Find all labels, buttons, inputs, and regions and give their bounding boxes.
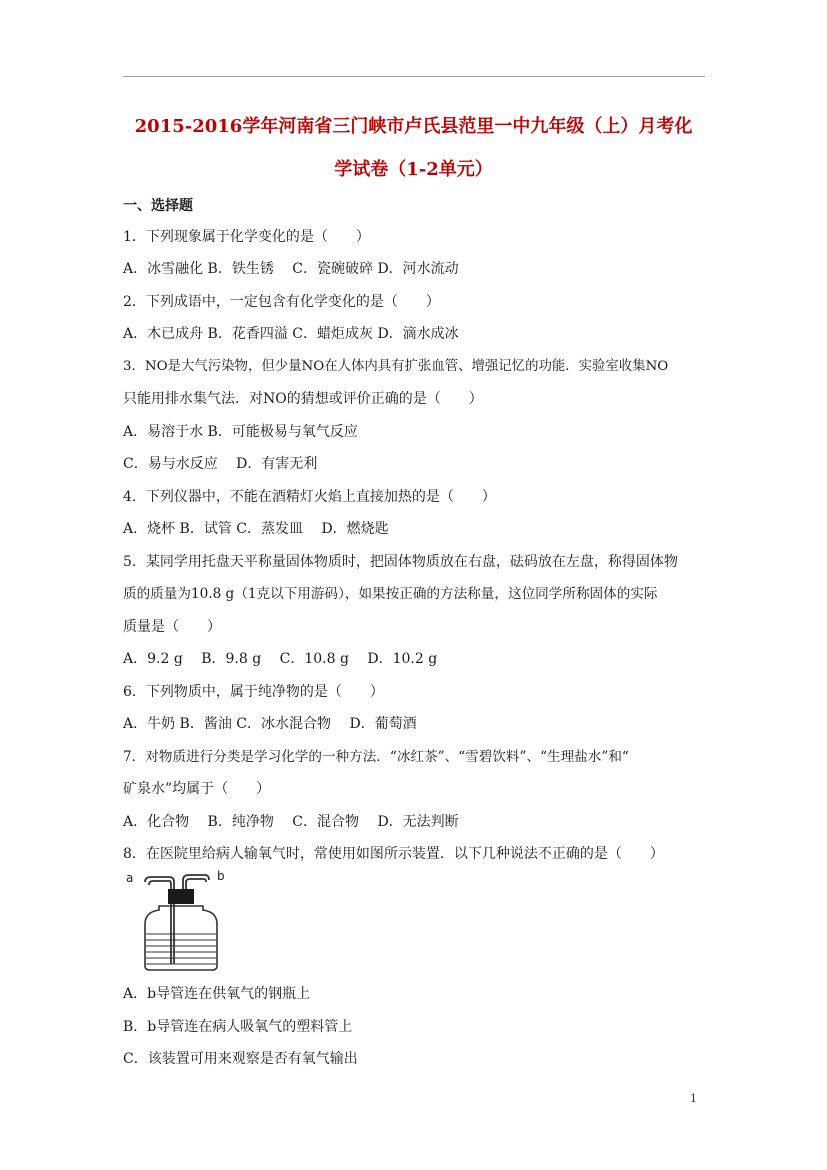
question-6-options: A．牛奶 B．酱油 C．冰水混合物 D．葡萄酒 [123,716,417,732]
question-7-options: A．化合物 B．纯净物 C．混合物 D．无法判断 [123,814,459,830]
question-3-line-2: 只能用排水集气法．对NO的猜想或评价正确的是（ ） [123,391,483,407]
question-2-options: A．木已成舟 B．花香四溢 C．蜡炬成灰 D．滴水成冰 [123,326,459,342]
question-7-line-1: 7．对物质进行分类是学习化学的一种方法．“冰红茶”、“雪碧饮料”、“生理盐水”和“ [123,749,629,765]
document-title-line-1: 2015-2016学年河南省三门峡市卢氏县范里一中九年级（上）月考化 [134,116,693,137]
question-4-options: A．烧杯 B．试管 C．蒸发皿 D．燃烧匙 [123,521,389,537]
question-8-option-c: C．该装置可用来观察是否有氧气输出 [123,1051,358,1067]
section-heading: 一、选择题 [123,198,193,214]
question-1: 1．下列现象属于化学变化的是（ ） [123,229,370,245]
document-title-line-2: 学试卷（1-2单元） [334,159,493,180]
page-number: 1 [690,1092,697,1105]
question-5-line-2: 质的质量为10.8 g（1克以下用游码），如果按正确的方法称量，这位同学所称固体的实际 [123,586,658,602]
question-8-option-a: A．b导管连在供氧气的钢瓶上 [123,986,311,1002]
question-8: 8．在医院里给病人输氧气时，常使用如图所示装置．以下几种说法不正确的是（ ） [123,846,664,862]
question-3-options-1: A．易溶于水 B．可能极易与氧气反应 [123,424,358,440]
figure-label-a: a [126,871,134,885]
question-3-options-2: C．易与水反应 D．有害无利 [123,456,318,472]
question-7-line-2: 矿泉水”均属于（ ） [123,781,271,797]
figure-label-b: b [217,869,225,883]
question-1-options: A．冰雪融化 B．铁生锈 C．瓷碗破碎 D．河水流动 [123,261,459,277]
question-3-line-1: 3．NO是大气污染物，但少量NO在人体内具有扩张血管、增强记忆的功能．实验室收集NO [123,359,669,374]
question-5-line-1: 5．某同学用托盘天平称量固体物质时，把固体物质放在右盘，砝码放在左盘，称得固体物 [123,554,678,570]
question-5-line-3: 质量是（ ） [123,619,221,635]
oxygen-humidifier-figure [123,868,233,978]
question-2: 2．下列成语中，一定包含有化学变化的是（ ） [123,294,440,310]
question-4: 4．下列仪器中，不能在酒精灯火焰上直接加热的是（ ） [123,489,496,505]
question-8-option-b: B．b导管连在病人吸氧气的塑料管上 [123,1019,353,1035]
header-rule [123,76,705,77]
question-6: 6．下列物质中，属于纯净物的是（ ） [123,684,384,700]
question-5-options: A．9.2 g B．9.8 g C．10.8 g D．10.2 g [123,651,438,667]
